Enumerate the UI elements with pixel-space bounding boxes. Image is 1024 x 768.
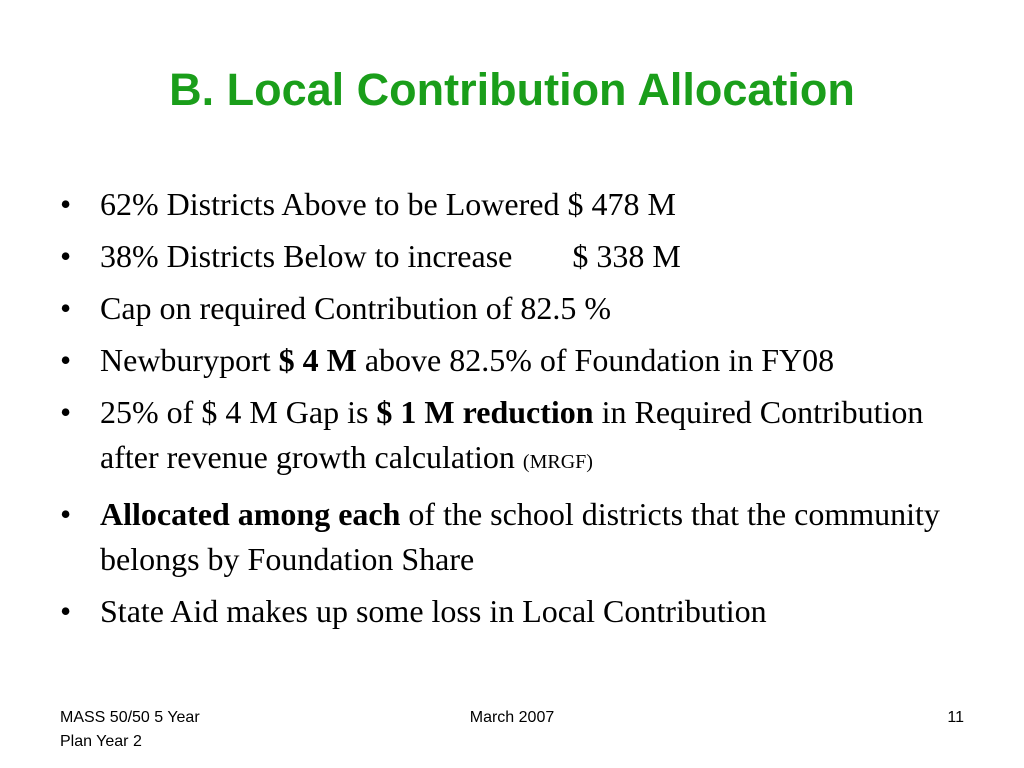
bullet-text-post: in Required Contribution after revenue growth calculation: [100, 394, 924, 475]
bullet-item: [60, 390, 980, 485]
bullet-text-bold: Allocated among each: [100, 496, 401, 532]
bullet-marker: •: [60, 342, 72, 378]
footer-date: March 2007: [469, 709, 555, 726]
bullet-marker: •: [60, 394, 72, 430]
bullet-item: [60, 589, 980, 634]
footer-left-line1: MASS 50/50 5 Year: [60, 709, 200, 726]
bullet-text-post: of the school districts that the community belongs by Foundation Share: [100, 496, 940, 577]
bullet-item: [60, 492, 980, 582]
bullet-marker: •: [60, 290, 72, 326]
page-number: 11: [947, 709, 964, 726]
footer-left-line2: Plan Year 2: [60, 733, 142, 750]
bullet-text-pre: 25% of $ 4 M Gap is: [100, 394, 377, 430]
bullet-text-pre: Newburyport: [100, 342, 279, 378]
bullet-marker: •: [60, 496, 72, 532]
bullet-text-small: (MRGF): [522, 451, 593, 473]
bullet-text: 62% Districts Above to be Lowered $ 478 M: [100, 186, 676, 222]
slide-title: B. Local Contribution Allocation: [169, 64, 855, 115]
bullet-item: [60, 182, 980, 227]
bullet-text-bold: $ 4 M: [278, 342, 357, 378]
bullet-item: [60, 338, 980, 383]
bullet-list: [60, 182, 980, 641]
bullet-text-post: above 82.5% of Foundation in FY08: [356, 342, 835, 378]
bullet-marker: •: [60, 186, 72, 222]
bullet-marker: •: [60, 593, 72, 629]
bullet-marker: •: [60, 238, 72, 274]
bullet-text: 38% Districts Below to increase: [100, 238, 513, 274]
bullet-amount: $ 338 M: [572, 238, 681, 274]
bullet-text: State Aid makes up some loss in Local Contribution: [100, 593, 767, 629]
bullet-item: [60, 234, 980, 279]
bullet-text: Cap on required Contribution of 82.5 %: [100, 290, 612, 326]
bullet-text-bold: $ 1 M reduction: [376, 394, 594, 430]
bullet-item: [60, 286, 980, 331]
footer-left: [60, 706, 280, 754]
